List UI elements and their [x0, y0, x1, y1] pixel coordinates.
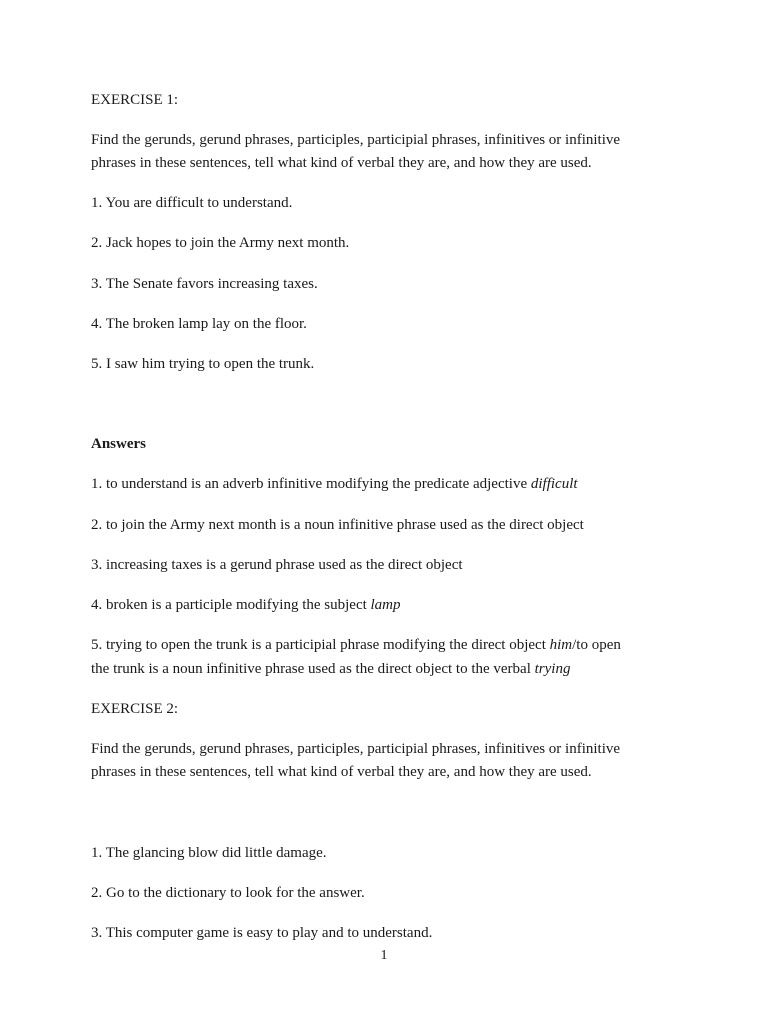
answer-1: [91, 472, 708, 496]
answer-3: 3. increasing taxes is a gerund phrase used as the direct object: [91, 557, 463, 573]
exercise1-sentence-2: 2. Jack hopes to join the Army next month.: [91, 235, 350, 251]
answer-5-italic-him: him: [549, 637, 573, 653]
exercise1-instructions-line1: Find the gerunds, gerund phrases, participles, participial phrases, infinitives or infinitive: [91, 132, 621, 148]
exercise2-sentence-2: 2. Go to the dictionary to look for the answer.: [91, 885, 365, 901]
exercise1-sentence-5: 5. I saw him trying to open the trunk.: [91, 356, 315, 372]
exercise2-instructions-line2: phrases in these sentences, tell what kind of verbal they are, and how they are used.: [91, 764, 592, 780]
exercise2-sentence-1: 1. The glancing blow did little damage.: [91, 845, 327, 861]
answers-heading: Answers: [91, 436, 146, 452]
answer-5-line1: [91, 633, 708, 657]
exercise2-instructions-line1: Find the gerunds, gerund phrases, participles, participial phrases, infinitives or infinitive: [91, 741, 621, 757]
answer-4-text: 4. broken is a participle modifying the subject: [91, 597, 371, 613]
exercise2-sentence-3: 3. This computer game is easy to play and to understand.: [91, 925, 433, 941]
exercise2-heading: EXERCISE 2:: [91, 701, 179, 717]
answer-4-italic: lamp: [370, 597, 401, 613]
exercise1-sentence-1: 1. You are difficult to understand.: [91, 195, 293, 211]
answer-5-line2: [91, 657, 708, 681]
answer-5-text-end: /to open: [572, 637, 621, 653]
answer-1-text: 1. to understand is an adverb infinitive modifying the predicate adjective: [91, 476, 531, 492]
answer-5-text: 5. trying to open the trunk is a participial phrase modifying the direct object: [91, 637, 550, 653]
exercise1-sentence-4: 4. The broken lamp lay on the floor.: [91, 316, 307, 332]
answer-4: [91, 593, 708, 617]
answer-5-italic-trying: trying: [534, 661, 571, 677]
answer-2: 2. to join the Army next month is a noun infinitive phrase used as the direct object: [91, 517, 584, 533]
exercise1-instructions-line2: phrases in these sentences, tell what kind of verbal they are, and how they are used.: [91, 155, 592, 171]
page-number: 1: [380, 948, 388, 963]
exercise1-sentence-3: 3. The Senate favors increasing taxes.: [91, 276, 318, 292]
answer-5-line2-text: the trunk is a noun infinitive phrase used as the direct object to the verbal: [91, 661, 535, 677]
exercise1-heading: EXERCISE 1:: [91, 92, 179, 108]
answer-1-italic: difficult: [530, 476, 578, 492]
